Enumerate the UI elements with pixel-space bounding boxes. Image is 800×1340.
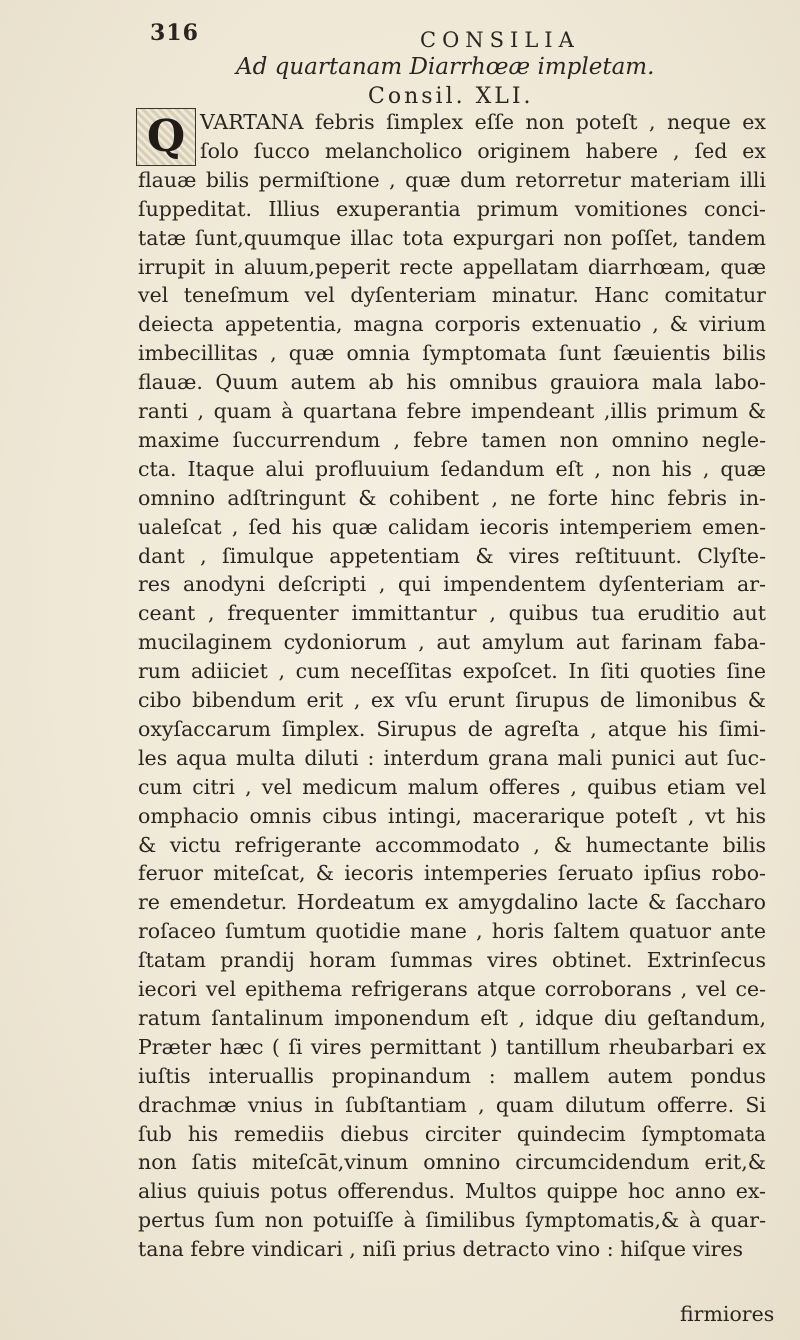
text-line: ſolo ſucco melancholico originem habere , ſed ex <box>200 138 766 163</box>
text-line: re emendetur. Hordeatum ex amygdalino lacte & ſaccharo <box>138 890 766 915</box>
text-line: non ſatis miteſcāt,vinum omnino circumcidendum erit,& <box>138 1150 766 1175</box>
running-head: CONSILIA <box>420 28 580 52</box>
text-line: vel teneſmum vel dyſenteriam minatur. Hanc comitatur <box>138 283 766 308</box>
text-line: les aqua multa diluti : interdum grana mali punici aut ſuc- <box>138 745 766 770</box>
text-line: mucilaginem cydoniorum , aut amylum aut farinam faba- <box>138 630 766 655</box>
text-line: iecori vel epithema refrigerans atque corroborans , vel ce- <box>138 977 766 1001</box>
text-line: deiecta appetentia, magna corporis extenuatio , & virium <box>138 312 766 337</box>
text-line: ualeſcat , ſed his quæ calidam iecoris intemperiem emen- <box>138 514 766 539</box>
text-line: maxime ſuccurrendum , febre tamen non omnino negle- <box>138 427 766 452</box>
text-line: imbecillitas , quæ omnia ſymptomata ſunt ſæuientis bilis <box>138 341 766 366</box>
text-line: tana febre vindicari , niſi prius detracto vino : hiſque vires <box>138 1237 744 1262</box>
text-line: res anodyni deſcripti , qui impendentem dyſenteriam ar- <box>138 572 766 597</box>
text-line: tatæ ſunt,quumque illac tota expurgari non poſſet, tandem <box>138 225 766 250</box>
text-line: cibo bibendum erit , ex vſu erunt ſirupus de limonibus & <box>138 688 766 712</box>
text-line: cum citri , vel medicum malum offeres , quibus etiam vel <box>138 774 766 799</box>
text-line: feruor miteſcat, & iecoris intemperies ſeruato ipſius robo- <box>138 861 766 886</box>
text-line: pertus ſum non potuiſſe à ſimilibus ſymptomatis,& à quar- <box>138 1208 766 1233</box>
text-line: irrupit in aluum,peperit recte appellatam diarrhœam, quæ <box>138 254 766 279</box>
text-line: oxyſaccarum ſimplex. Sirupus de agreſta , atque his ſimi- <box>138 716 766 741</box>
page-number: 316 <box>150 20 199 46</box>
text-line: ranti , quam à quartana febre impendeant ,illis primum & <box>138 399 766 423</box>
text-line: alius quiuis potus offerendus. Multos quippe hoc anno ex- <box>138 1179 766 1204</box>
text-line: ſtatam prandij horam ſummas vires obtinet. Extrinſecus <box>138 948 766 973</box>
text-line: dant , ſimulque appetentiam & vires reſtituunt. Clyſte- <box>138 543 766 568</box>
text-line: Præter hæc ( ſi vires permittant ) tantillum rheubarbari ex <box>138 1034 766 1059</box>
text-line: omphacio omnis cibus intingi, macerarique poteſt , vt his <box>138 803 766 828</box>
section-title: Ad quartanam Diarrhœæ impletam. <box>236 54 655 80</box>
text-line: ſuppeditat. Illius exuperantia primum vomitiones conci- <box>138 196 766 221</box>
text-line: ſub his remediis diebus circiter quindecim ſymptomata <box>138 1121 766 1146</box>
initial-letter: Q <box>146 111 186 162</box>
text-line: flauæ. Quum autem ab his omnibus grauiora mala labo- <box>138 370 766 395</box>
text-line: rum adiiciet , cum neceſſitas expoſcet. In ſiti quoties ſine <box>138 659 766 684</box>
text-line: ceant , frequenter immittantur , quibus tua eruditio aut <box>138 601 766 626</box>
text-line: iuſtis interuallis propinandum : mallem autem pondus <box>138 1063 766 1088</box>
text-line: & victu refrigerante accommodato , & humectante bilis <box>138 832 766 857</box>
text-line: roſaceo ſumtum quotidie mane , horis ſaltem quatuor ante <box>138 919 766 944</box>
catchword: firmiores <box>680 1302 775 1326</box>
text-line: flauæ bilis permiſtione , quæ dum retorretur materiam illi <box>138 167 766 192</box>
text-line: VARTANA febris ſimplex eſſe non poteſt , neque ex <box>200 110 766 134</box>
consilium-number: Consil. XLI. <box>368 84 534 109</box>
text-line: ratum ſantalinum imponendum eſt , idque diu geſtandum, <box>138 1005 766 1030</box>
text-line: cta. Itaque alui profluuium ſedandum eſt , non his , quæ <box>138 456 766 481</box>
text-line: drachmæ vnius in ſubſtantiam , quam dilutum offerre. Si <box>138 1092 766 1117</box>
decorated-initial <box>136 108 196 166</box>
text-line: omnino adſtringunt & cohibent , ne forte hinc febris in- <box>138 485 766 510</box>
